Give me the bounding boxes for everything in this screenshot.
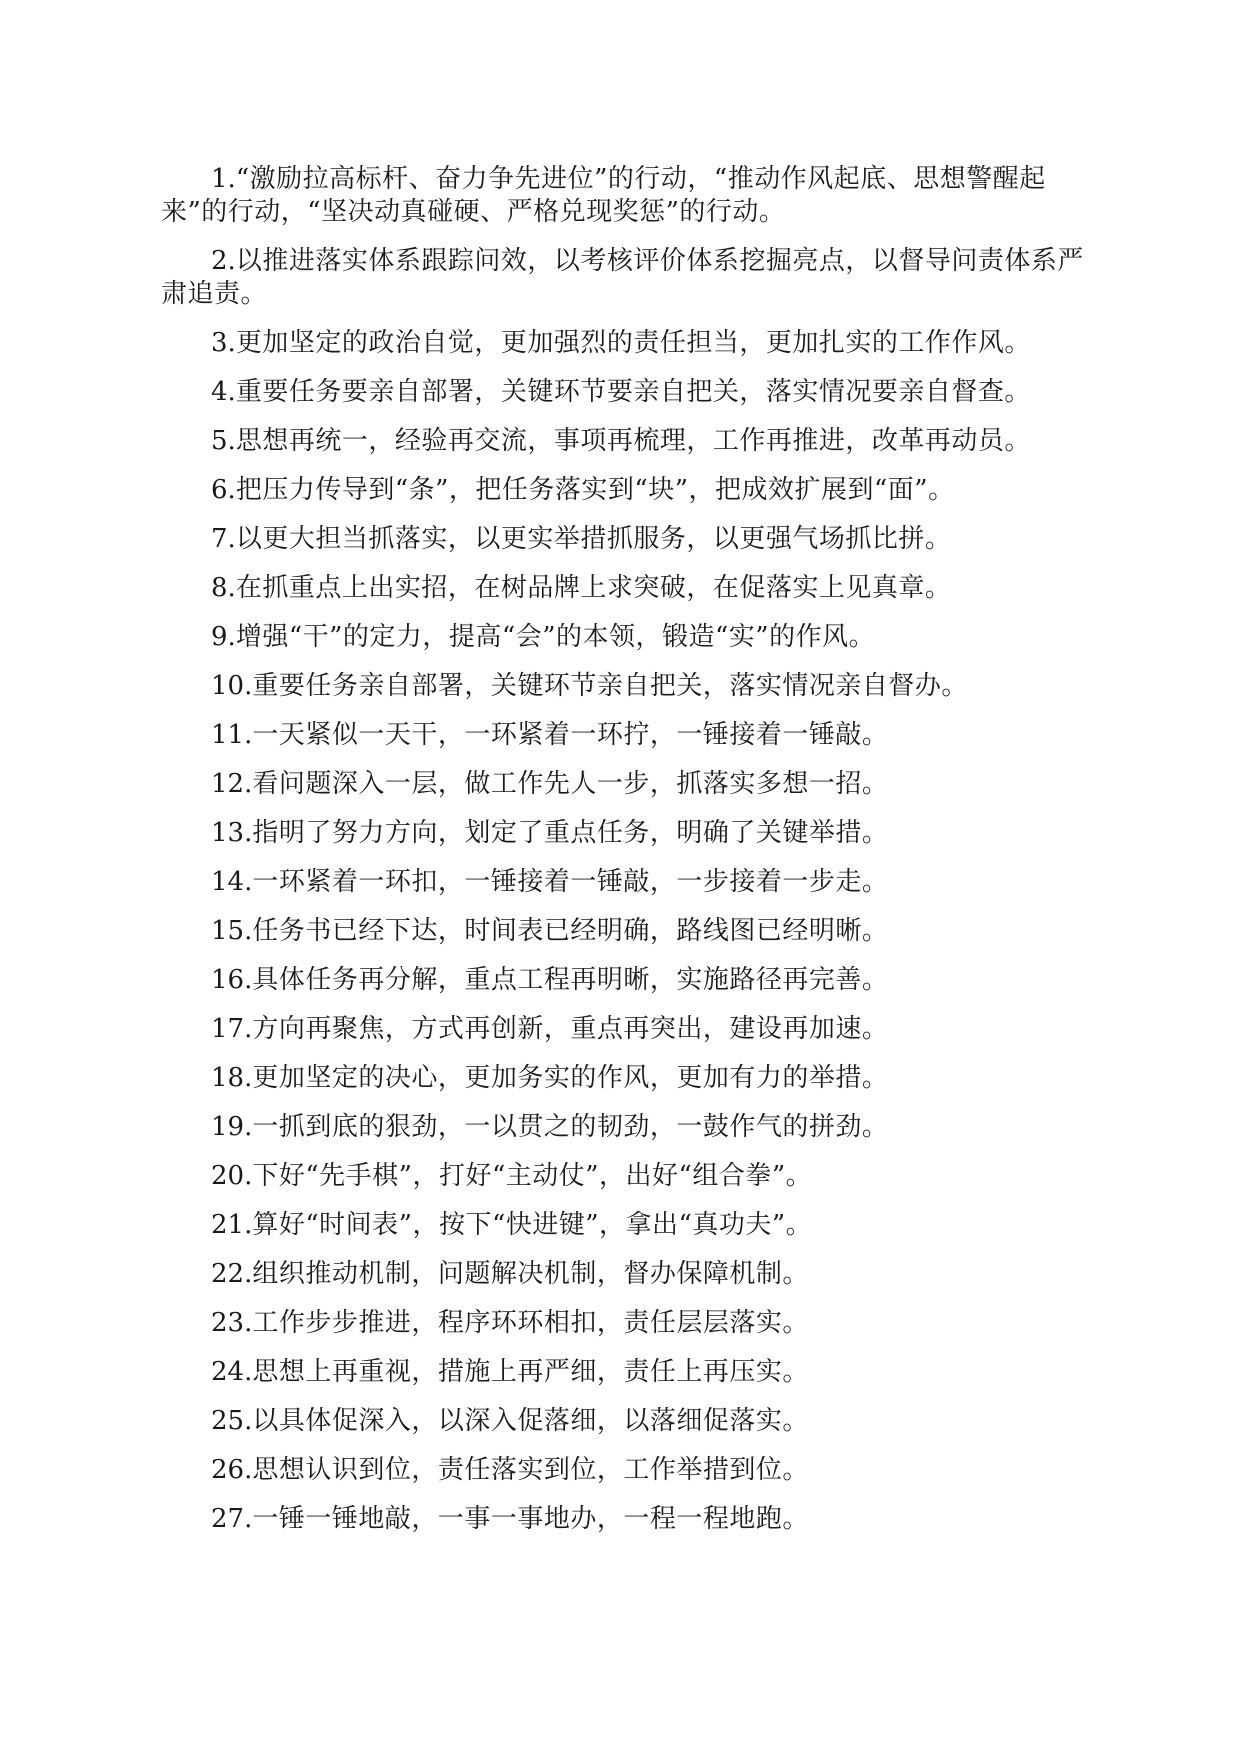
item-number: 19.: [211, 1112, 253, 1142]
list-item: [161, 425, 1091, 458]
item-number: 23.: [211, 1308, 253, 1338]
item-text: 组织推动机制，问题解决机制，督办保障机制。: [252, 1259, 809, 1289]
list-item: [161, 327, 1091, 360]
item-number: 15.: [211, 916, 253, 946]
item-text: 方向再聚焦，方式再创新，重点再突出，建设再加速。: [252, 1014, 889, 1044]
item-number: 2.: [211, 246, 236, 276]
list-item: [161, 1454, 1091, 1487]
item-number: 25.: [211, 1406, 253, 1436]
item-text: 更加坚定的决心，更加务实的作风，更加有力的举措。: [252, 1063, 889, 1093]
item-text: 一环紧着一环扣，一锤接着一锤敲，一步接着一步走。: [252, 867, 889, 897]
list-item: [161, 1160, 1091, 1193]
item-number: 14.: [211, 867, 253, 897]
item-number: 18.: [211, 1063, 253, 1093]
item-text: 以更大担当抓落实，以更实举措抓服务，以更强气场抓比拼。: [235, 524, 952, 554]
item-number: 4.: [211, 377, 236, 407]
item-number: 13.: [211, 818, 253, 848]
item-text: 一天紧似一天干，一环紧着一环拧，一锤接着一锤敲。: [252, 720, 889, 750]
list-item: [161, 376, 1091, 409]
list-item: [161, 474, 1091, 507]
list-item: [161, 670, 1091, 703]
item-number: 6.: [211, 475, 236, 505]
item-number: 8.: [211, 573, 236, 603]
item-number: 11.: [211, 720, 253, 750]
item-text: 具体任务再分解，重点工程再明晰，实施路径再完善。: [252, 965, 889, 995]
list-item: [161, 1356, 1091, 1389]
list-item: [161, 1111, 1091, 1144]
list-item: [161, 1307, 1091, 1340]
item-number: 5.: [211, 426, 236, 456]
list-item: [161, 621, 1091, 654]
item-number: 1.: [211, 164, 236, 194]
item-number: 26.: [211, 1455, 253, 1485]
item-text: 以具体促深入，以深入促落细，以落细促落实。: [252, 1406, 809, 1436]
item-text: 思想再统一，经验再交流，事项再梳理，工作再推进，改革再动员。: [235, 426, 1031, 456]
list-item: [161, 964, 1091, 997]
list-item: [161, 1062, 1091, 1095]
item-text: 一锤一锤地敲，一事一事地办，一程一程地跑。: [252, 1504, 809, 1534]
item-text: 思想上再重视，措施上再严细，责任上再压实。: [252, 1357, 809, 1387]
item-number: 22.: [211, 1259, 253, 1289]
list-item: [161, 523, 1091, 556]
item-text: 指明了努力方向，划定了重点任务，明确了关键举措。: [252, 818, 889, 848]
item-text: 一抓到底的狠劲，一以贯之的韧劲，一鼓作气的拼劲。: [252, 1112, 889, 1142]
list-item: [161, 1405, 1091, 1438]
list-item: [161, 1503, 1091, 1536]
item-number: 12.: [211, 769, 253, 799]
item-text: 下好“先手棋”，打好“主动仗”，出好“组合拳”。: [252, 1161, 813, 1191]
item-text: 看问题深入一层，做工作先人一步，抓落实多想一招。: [252, 769, 889, 799]
list-item: [161, 572, 1091, 605]
list-item: [161, 768, 1091, 801]
item-text: 思想认识到位，责任落实到位，工作举措到位。: [252, 1455, 809, 1485]
item-number: 10.: [211, 671, 253, 701]
list-item: [161, 915, 1091, 948]
item-text: 更加坚定的政治自觉，更加强烈的责任担当，更加扎实的工作作风。: [235, 328, 1031, 358]
item-number: 24.: [211, 1357, 253, 1387]
item-text: 以推进落实体系跟踪问效，以考核评价体系挖掘亮点，以督导问责体系严肃追责。: [161, 246, 1084, 309]
list-item: [161, 245, 1091, 311]
item-text: 任务书已经下达，时间表已经明确，路线图已经明晰。: [252, 916, 889, 946]
item-text: 工作步步推进，程序环环相扣，责任层层落实。: [252, 1308, 809, 1338]
item-number: 21.: [211, 1210, 253, 1240]
list-item: [161, 1013, 1091, 1046]
item-text: 在抓重点上出实招，在树品牌上求突破，在促落实上见真章。: [235, 573, 952, 603]
item-text: 把压力传导到“条”，把任务落实到“块”，把成效扩展到“面”。: [235, 475, 955, 505]
item-number: 9.: [211, 622, 236, 652]
list-item: [161, 866, 1091, 899]
numbered-list: [161, 163, 1091, 1552]
list-item: [161, 163, 1091, 229]
item-number: 3.: [211, 328, 236, 358]
item-text: 重要任务亲自部署，关键环节亲自把关，落实情况亲自督办。: [252, 671, 968, 701]
item-number: 20.: [211, 1161, 253, 1191]
item-text: 重要任务要亲自部署，关键环节要亲自把关，落实情况要亲自督查。: [235, 377, 1031, 407]
list-item: [161, 817, 1091, 850]
item-number: 27.: [211, 1504, 253, 1534]
list-item: [161, 1258, 1091, 1291]
item-text: 算好“时间表”，按下“快进键”，拿出“真功夫”。: [252, 1210, 813, 1240]
item-number: 17.: [211, 1014, 253, 1044]
item-number: 16.: [211, 965, 253, 995]
item-text: 增强“干”的定力，提高“会”的本领，锻造“实”的作风。: [235, 622, 876, 652]
item-number: 7.: [211, 524, 236, 554]
item-text: “激励拉高标杆、奋力争先进位”的行动，“推动作风起底、思想警醒起来”的行动，“坚决动真碰硬、严格兑现奖惩”的行动。: [161, 164, 1046, 227]
list-item: [161, 1209, 1091, 1242]
list-item: [161, 719, 1091, 752]
